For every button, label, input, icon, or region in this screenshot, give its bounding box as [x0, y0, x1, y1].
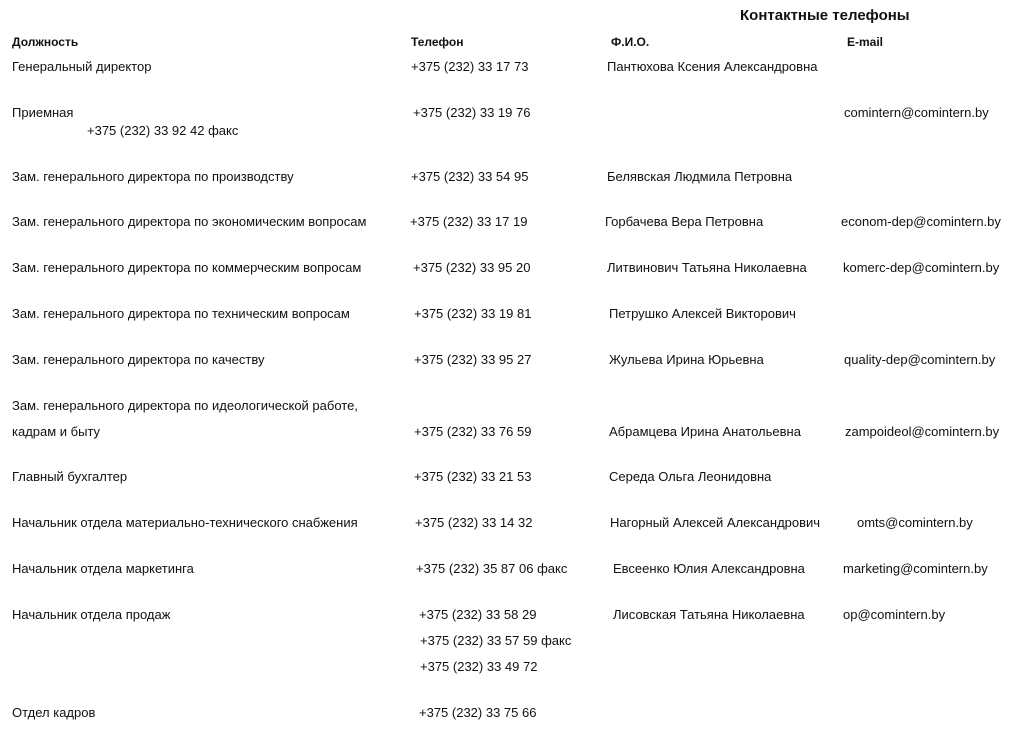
row-name: Белявская Людмила Петровна	[607, 169, 793, 184]
row-email[interactable]: marketing@comintern.by	[843, 561, 988, 576]
row-position: Начальник отдела продаж	[12, 607, 171, 622]
row-phone: +375 (232) 33 95 20	[413, 260, 531, 275]
header-email: E-mail	[847, 35, 884, 49]
row-phone: +375 (232) 33 76 59	[414, 424, 532, 439]
row-name: Середа Ольга Леонидовна	[609, 469, 772, 484]
page-title: Контактные телефоны	[740, 7, 910, 24]
row-position-extra-phone: +375 (232) 33 92 42 факс	[87, 123, 239, 138]
row-email[interactable]: comintern@comintern.by	[844, 105, 989, 120]
row-phone: +375 (232) 33 19 76	[413, 105, 531, 120]
row-phone: +375 (232) 33 17 19	[410, 214, 528, 229]
row-position: Генеральный директор	[12, 59, 152, 74]
row-email[interactable]: econom-dep@comintern.by	[841, 214, 1001, 229]
row-position: Отдел кадров	[12, 705, 96, 720]
header-name: Ф.И.О.	[611, 35, 650, 49]
row-phone: +375 (232) 33 95 27	[414, 352, 532, 367]
row-phone: +375 (232) 33 49 72	[420, 659, 538, 674]
row-position: Главный бухгалтер	[12, 469, 128, 484]
row-name: Горбачева Вера Петровна	[605, 214, 764, 229]
row-phone: +375 (232) 33 14 32	[415, 515, 533, 530]
header-position: Должность	[12, 35, 79, 49]
row-position: Зам. генерального директора по идеологической работе,	[12, 398, 358, 413]
row-phone: +375 (232) 33 21 53	[414, 469, 532, 484]
row-position: Зам. генерального директора по производству	[12, 169, 294, 184]
row-phone: +375 (232) 33 54 95	[411, 169, 529, 184]
row-email[interactable]: omts@comintern.by	[857, 515, 973, 530]
row-position: Зам. генерального директора по экономическим вопросам	[12, 214, 367, 229]
row-position: Зам. генерального директора по коммерческим вопросам	[12, 260, 362, 275]
row-email[interactable]: komerc-dep@comintern.by	[843, 260, 1000, 275]
row-phone: +375 (232) 33 19 81	[414, 306, 532, 321]
row-email[interactable]: zampoideol@comintern.by	[845, 424, 1000, 439]
row-position: Начальник отдела маркетинга	[12, 561, 194, 576]
row-position: Приемная	[12, 105, 74, 120]
row-name: Жульева Ирина Юрьевна	[609, 352, 764, 367]
row-name: Нагорный Алексей Александрович	[610, 515, 821, 530]
row-name: Евсеенко Юлия Александровна	[613, 561, 805, 576]
row-phone: +375 (232) 33 17 73	[411, 59, 529, 74]
row-email[interactable]: quality-dep@comintern.by	[844, 352, 996, 367]
row-name: Лисовская Татьяна Николаевна	[613, 607, 805, 622]
row-phone: +375 (232) 35 87 06 факс	[416, 561, 568, 576]
row-name: Абрамцева Ирина Анатольевна	[609, 424, 801, 439]
row-name: Литвинович Татьяна Николаевна	[607, 260, 807, 275]
row-name: Пантюхова Ксения Александровна	[607, 59, 818, 74]
row-phone: +375 (232) 33 57 59 факс	[420, 633, 572, 648]
row-email[interactable]: op@comintern.by	[843, 607, 946, 622]
row-position: Зам. генерального директора по качеству	[12, 352, 265, 367]
row-position-line2: кадрам и быту	[12, 424, 101, 439]
row-position: Начальник отдела материально-технического снабжения	[12, 515, 358, 530]
row-phone: +375 (232) 33 58 29	[419, 607, 537, 622]
row-name: Петрушко Алексей Викторович	[609, 306, 796, 321]
header-phone: Телефон	[411, 35, 464, 49]
row-position: Зам. генерального директора по техническим вопросам	[12, 306, 350, 321]
row-phone: +375 (232) 33 75 66	[419, 705, 537, 720]
